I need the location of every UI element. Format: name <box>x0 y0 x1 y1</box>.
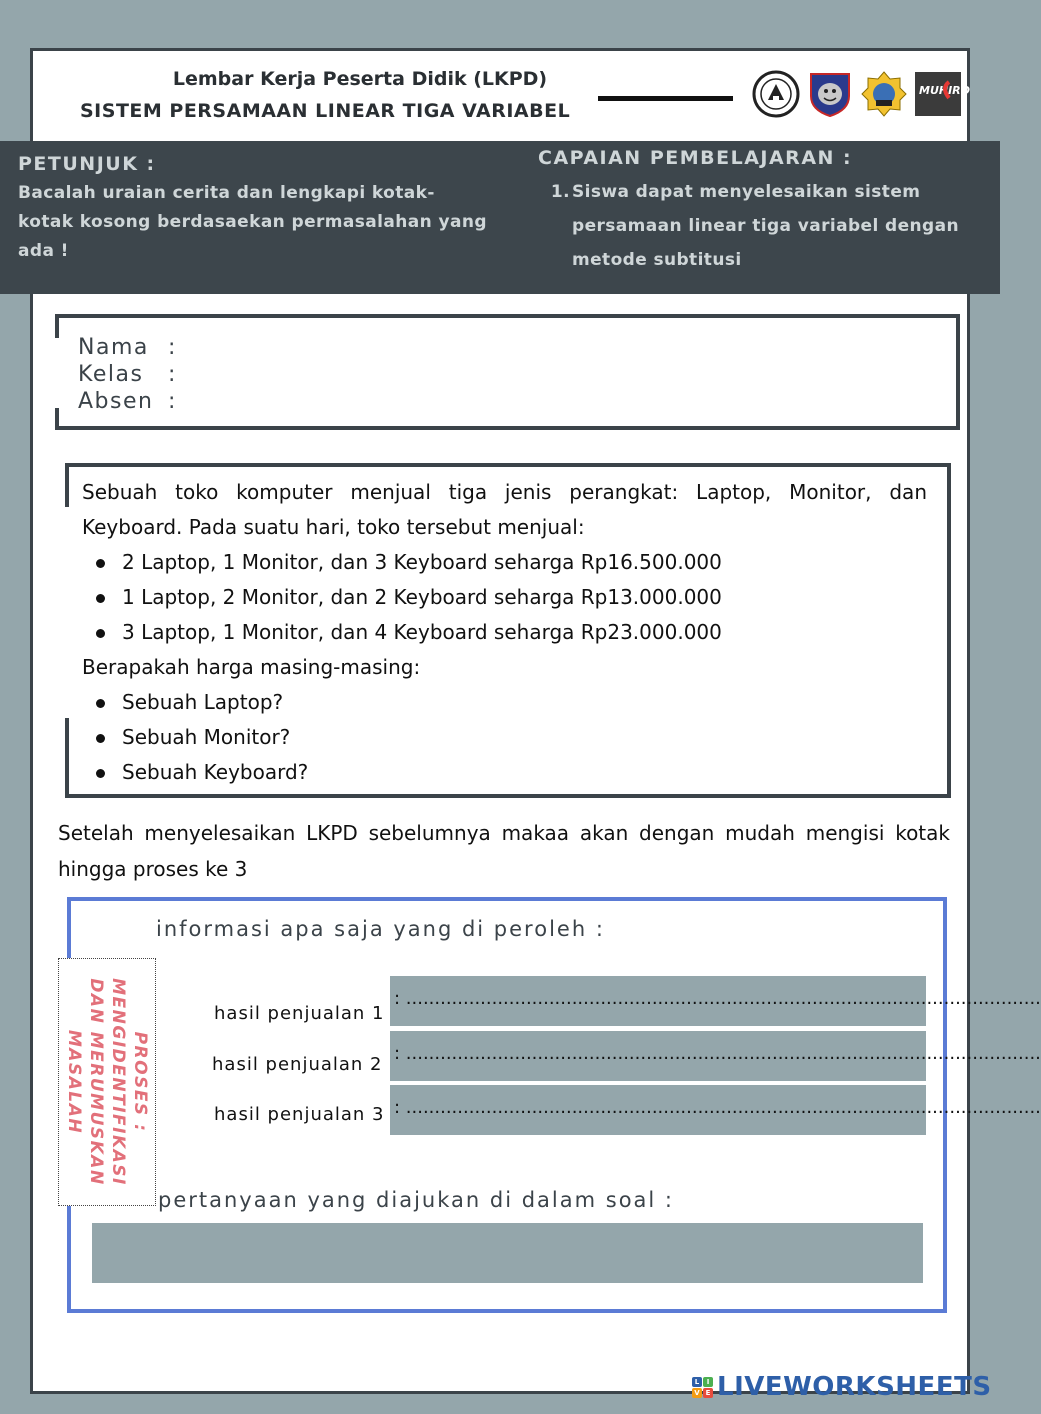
name-field[interactable] <box>78 334 177 361</box>
absen-label: Absen <box>78 389 154 414</box>
capaian-heading: CAPAIAN PEMBELAJARAN : <box>538 147 853 169</box>
class-field[interactable] <box>78 361 177 388</box>
identity-fields <box>78 334 177 415</box>
hasil-input-2[interactable] <box>390 1031 1041 1081</box>
info-heading: informasi apa saja yang di peroleh : <box>156 917 605 941</box>
hasil-dots-3: : ............................................................................................................... <box>394 1097 1041 1118</box>
sales-item: 3 Laptop, 1 Monitor, dan 4 Keyboard seharga Rp23.000.000 <box>82 615 927 650</box>
title-line-1: Lembar Kerja Peserta Didik (LKPD) <box>172 68 548 90</box>
capaian-item-cont <box>538 209 988 243</box>
question-heading: pertanyaan yang diajukan di dalam soal : <box>158 1188 674 1212</box>
sales-list <box>82 545 927 650</box>
muhiro-logo-icon <box>914 70 970 118</box>
capaian-line: Siswa dapat menyelesaikan sistem <box>572 182 921 202</box>
petunjuk-section <box>18 153 518 266</box>
liveworksheets-brand <box>692 1372 992 1402</box>
name-label: Nama <box>78 335 149 360</box>
sales-item: 1 Laptop, 2 Monitor, dan 2 Keyboard seharga Rp13.000.000 <box>82 580 927 615</box>
problem-intro: Sebuah toko komputer menjual tiga jenis perangkat: Laptop, Monitor, dan Keyboard. Pada suatu hari, toko tersebut menjual: <box>82 480 927 539</box>
ask-item: Sebuah Laptop? <box>82 685 927 720</box>
yellow-emblem-icon <box>860 70 908 118</box>
petunjuk-line: ada ! <box>18 241 69 261</box>
header <box>30 48 970 141</box>
absen-colon: : <box>168 389 177 414</box>
hasil-input-1[interactable] <box>390 976 1041 1026</box>
mascot-shield-icon <box>806 70 854 118</box>
absen-field[interactable] <box>78 388 177 415</box>
university-seal-icon <box>752 70 800 118</box>
problem-text <box>82 475 927 790</box>
ask-list <box>82 685 927 790</box>
name-colon: : <box>168 335 177 360</box>
capaian-line: metode subtitusi <box>572 250 742 270</box>
process-tag <box>58 958 156 1206</box>
svg-text:MUHIRO: MUHIRO <box>919 84 970 97</box>
petunjuk-line: Bacalah uraian cerita dan lengkapi kotak- <box>18 183 435 203</box>
petunjuk-heading: PETUNJUK : <box>18 153 156 175</box>
capaian-section <box>538 147 988 277</box>
ask-item: Sebuah Keyboard? <box>82 755 927 790</box>
tag-line: MENGIDENTIFIKASI <box>108 978 128 1186</box>
hasil-label-3: hasil penjualan 3 <box>214 1104 385 1125</box>
tag-line: DAN MERUMUSKAN <box>86 978 106 1186</box>
sales-item: 2 Laptop, 1 Monitor, dan 3 Keyboard seharga Rp16.500.000 <box>82 545 927 580</box>
capaian-item-cont <box>538 243 988 277</box>
capaian-item <box>538 175 988 209</box>
hasil-label-1: hasil penjualan 1 <box>214 1003 385 1024</box>
hasil-label-2: hasil penjualan 2 <box>212 1054 383 1075</box>
logo-row <box>752 70 970 118</box>
petunjuk-line: kotak kosong berdasaekan permasalahan yang <box>18 212 487 232</box>
liveworksheets-logo-icon: L I V E <box>692 1377 713 1398</box>
title-line-2: SISTEM PERSAMAAN LINEAR TIGA VARIABEL <box>80 100 571 122</box>
ask-item: Sebuah Monitor? <box>82 720 927 755</box>
problem-question: Berapakah harga masing-masing: <box>82 655 421 679</box>
title-underline <box>598 96 733 101</box>
tag-line: PROSES : <box>130 1031 150 1133</box>
instructions-band <box>0 141 1000 294</box>
capaian-line: persamaan linear tiga variabel dengan <box>572 216 959 236</box>
class-label: Kelas <box>78 362 144 387</box>
after-text: Setelah menyelesaikan LKPD sebelumnya makaa akan dengan mudah mengisi kotak hingga proses ke 3 <box>58 821 950 881</box>
capaian-number: 1. <box>550 182 570 202</box>
question-answer-input[interactable] <box>92 1223 923 1283</box>
brand-text: LIVEWORKSHEETS <box>717 1372 992 1402</box>
hasil-dots-1: : ............................................................................................................... <box>394 988 1041 1009</box>
tag-line: MASALAH <box>64 1029 84 1135</box>
identity-box <box>55 314 960 430</box>
hasil-input-3[interactable] <box>390 1085 1041 1135</box>
class-colon: : <box>168 362 177 387</box>
hasil-dots-2: : ............................................................................................................... <box>394 1043 1041 1064</box>
